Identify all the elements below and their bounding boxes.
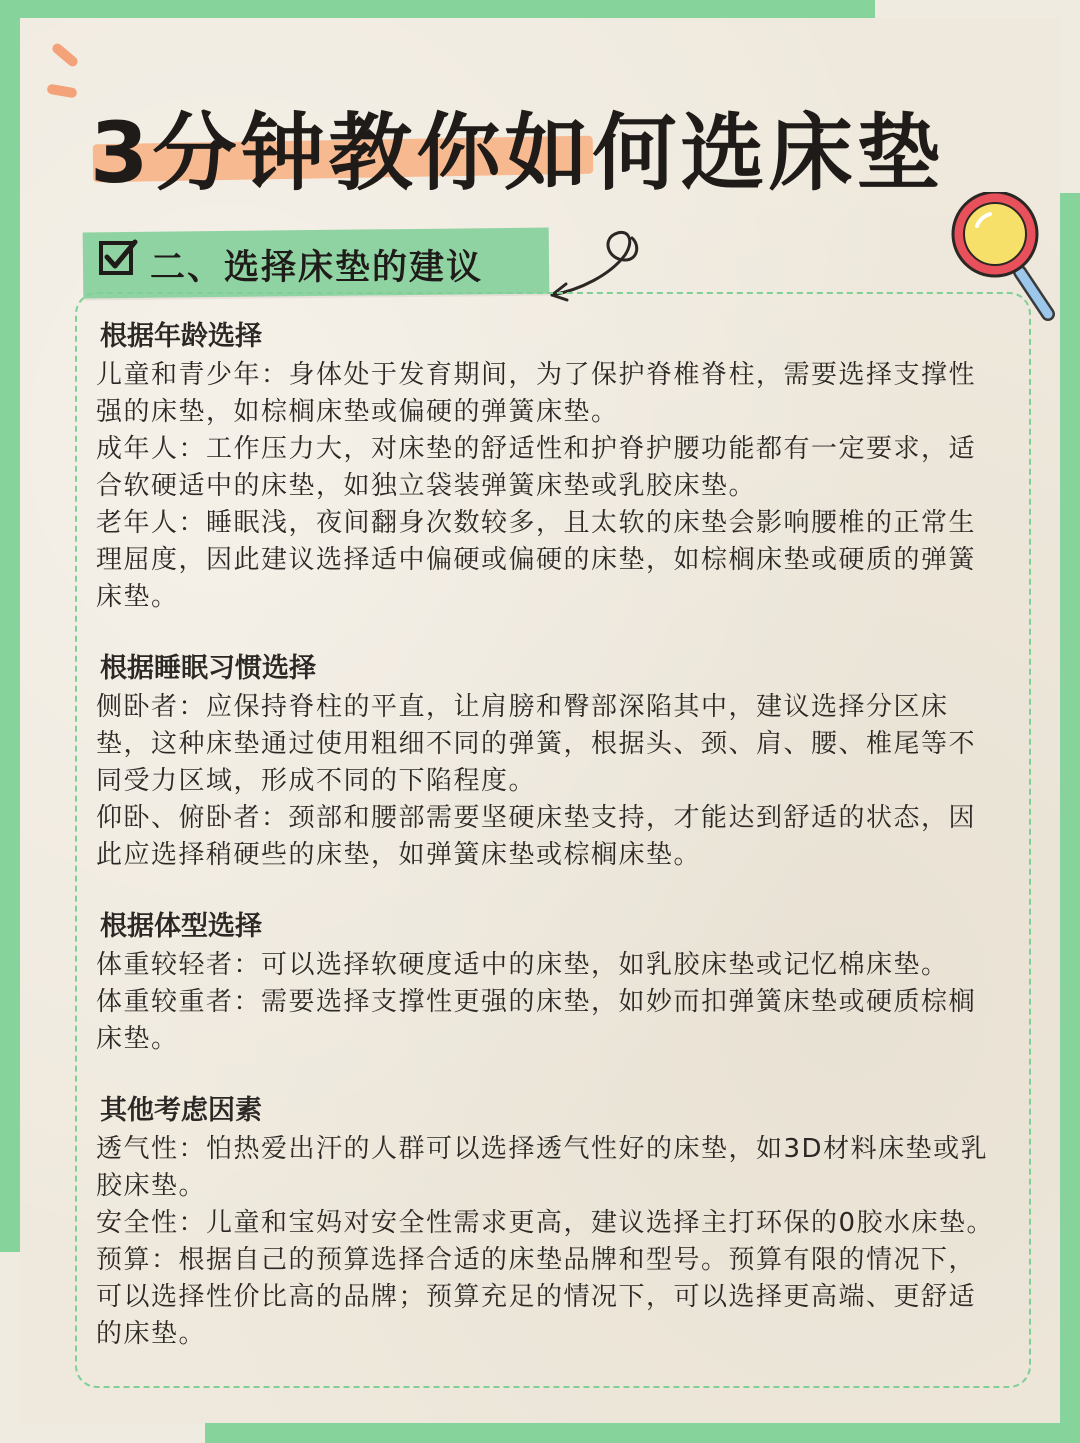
checkbox-checked-icon bbox=[98, 238, 138, 278]
paragraph: 预算：根据自己的预算选择合适的床垫品牌和型号。预算有限的情况下，可以选择性价比高的品牌；预算充足的情况下，可以选择更高端、更舒适的床垫。 bbox=[96, 1245, 977, 1349]
paragraph: 侧卧者：应保持脊柱的平直，让肩膀和臀部深陷其中，建议选择分区床垫，这种床垫通过使用粗细不同的弹簧，根据头、颈、肩、腰、椎尾等不同受力区域，形成不同的下陷程度。 bbox=[96, 692, 977, 796]
content bbox=[96, 312, 996, 1381]
paragraph: 透气性：怕热爱出汗的人群可以选择透气性好的床垫，如3D材料床垫或乳胶床垫。 bbox=[96, 1134, 989, 1201]
paragraph: 儿童和青少年：身体处于发育期间，为了保护脊椎脊柱，需要选择支撑性强的床垫，如棕榈床垫或偏硬的弹簧床垫。 bbox=[96, 360, 977, 427]
frame-right bbox=[1060, 193, 1080, 1443]
title-block bbox=[85, 78, 1015, 202]
section-heading: 根据体型选择 bbox=[96, 902, 266, 945]
frame-top bbox=[0, 0, 875, 18]
paragraph: 成年人：工作压力大，对床垫的舒适性和护脊护腰功能都有一定要求，适合软硬适中的床垫，如独立袋装弹簧床垫或乳胶床垫。 bbox=[96, 434, 977, 501]
paragraph: 老年人：睡眠浅，夜间翻身次数较多，且太软的床垫会影响腰椎的正常生理屈度，因此建议选择适中偏硬或偏硬的床垫，如棕榈床垫或硬质的弹簧床垫。 bbox=[96, 508, 977, 612]
paragraph: 体重较轻者：可以选择软硬度适中的床垫，如乳胶床垫或记忆棉床垫。 bbox=[96, 950, 949, 980]
section-age bbox=[96, 312, 996, 616]
frame-bottom bbox=[205, 1423, 1080, 1443]
section-heading: 根据年龄选择 bbox=[96, 312, 266, 355]
paragraph: 安全性：儿童和宝妈对安全性需求更高，建议选择主打环保的0胶水床垫。 bbox=[96, 1208, 995, 1238]
section-sleep-habit bbox=[96, 644, 996, 874]
paragraph: 仰卧、俯卧者：颈部和腰部需要坚硬床垫支持，才能达到舒适的状态，因此应选择稍硬些的床垫，如弹簧床垫或棕榈床垫。 bbox=[96, 803, 977, 870]
frame-left bbox=[0, 0, 20, 1252]
paragraph: 体重较重者：需要选择支撑性更强的床垫，如妙而扣弹簧床垫或硬质棕榈床垫。 bbox=[96, 987, 977, 1054]
section-other-factors bbox=[96, 1086, 996, 1353]
section-body-type bbox=[96, 902, 996, 1058]
section-heading: 根据睡眠习惯选择 bbox=[96, 644, 320, 687]
section-heading: 其他考虑因素 bbox=[96, 1086, 266, 1129]
page-title: 3分钟教你如何选床垫 bbox=[90, 104, 945, 202]
banner-title: 二、选择床垫的建议 bbox=[150, 248, 484, 288]
